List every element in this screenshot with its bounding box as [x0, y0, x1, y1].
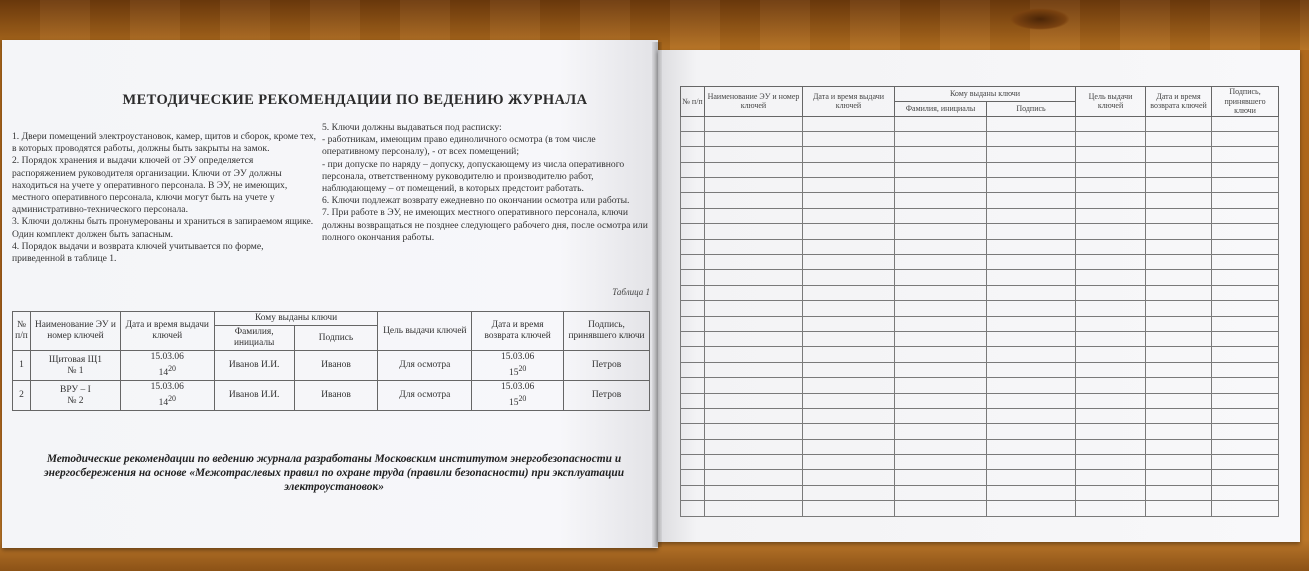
- journal-cell[interactable]: [1076, 485, 1146, 500]
- journal-cell[interactable]: [705, 316, 803, 331]
- journal-cell[interactable]: [987, 362, 1076, 377]
- journal-cell[interactable]: [705, 255, 803, 270]
- journal-cell[interactable]: [1212, 378, 1279, 393]
- journal-row[interactable]: [681, 131, 1279, 146]
- journal-cell[interactable]: [987, 408, 1076, 423]
- cell-name-text: Щитовая Щ1: [48, 354, 102, 365]
- header-date-issue: Дата и время выдачи ключей: [120, 312, 214, 351]
- journal-cell[interactable]: [681, 131, 705, 146]
- journal-cell[interactable]: [987, 501, 1076, 516]
- journal-cell[interactable]: [1146, 270, 1212, 285]
- journal-cell[interactable]: [987, 393, 1076, 408]
- journal-cell[interactable]: [803, 393, 895, 408]
- header-receiver-signature: Подпись, принявшего ключи: [564, 312, 650, 351]
- journal-cell[interactable]: [1212, 485, 1279, 500]
- table-row: [13, 381, 650, 411]
- journal-header-name: Наименование ЭУ и номер ключей: [705, 87, 803, 117]
- journal-cell[interactable]: [705, 208, 803, 223]
- journal-cell[interactable]: [1146, 424, 1212, 439]
- journal-cell[interactable]: [705, 470, 803, 485]
- journal-cell[interactable]: [987, 455, 1076, 470]
- journal-cell[interactable]: [705, 501, 803, 516]
- journal-cell[interactable]: [803, 131, 895, 146]
- journal-cell[interactable]: [1146, 455, 1212, 470]
- journal-cell[interactable]: [1076, 285, 1146, 300]
- journal-cell[interactable]: [705, 239, 803, 254]
- journal-header-receiver-signature: Подпись, принявшего ключи: [1212, 87, 1279, 117]
- journal-cell[interactable]: [803, 408, 895, 423]
- journal-cell[interactable]: [895, 362, 987, 377]
- journal-cell[interactable]: [1076, 147, 1146, 162]
- journal-cell[interactable]: [681, 378, 705, 393]
- journal-cell[interactable]: [895, 439, 987, 454]
- journal-cell[interactable]: [681, 208, 705, 223]
- journal-cell[interactable]: [705, 424, 803, 439]
- journal-cell[interactable]: [987, 347, 1076, 362]
- journal-cell[interactable]: [1076, 255, 1146, 270]
- journal-row[interactable]: [681, 162, 1279, 177]
- journal-cell[interactable]: [1212, 224, 1279, 239]
- journal-cell[interactable]: [1076, 131, 1146, 146]
- journal-cell[interactable]: [705, 270, 803, 285]
- journal-cell[interactable]: [1076, 501, 1146, 516]
- journal-cell[interactable]: [895, 224, 987, 239]
- journal-cell[interactable]: [803, 147, 895, 162]
- journal-keys-table: [680, 86, 1279, 517]
- journal-cell[interactable]: [705, 439, 803, 454]
- journal-cell[interactable]: [1212, 239, 1279, 254]
- journal-cell[interactable]: [705, 347, 803, 362]
- journal-cell[interactable]: [803, 316, 895, 331]
- journal-cell[interactable]: [705, 178, 803, 193]
- journal-row[interactable]: [681, 470, 1279, 485]
- journal-cell[interactable]: [705, 131, 803, 146]
- journal-cell[interactable]: [681, 255, 705, 270]
- journal-body: [681, 116, 1279, 516]
- cell-return-date: 15.03.06: [501, 352, 535, 362]
- journal-cell[interactable]: [705, 331, 803, 346]
- journal-cell[interactable]: [803, 439, 895, 454]
- journal-row[interactable]: [681, 208, 1279, 223]
- journal-cell[interactable]: [1146, 193, 1212, 208]
- journal-cell[interactable]: [681, 439, 705, 454]
- journal-cell[interactable]: [987, 285, 1076, 300]
- journal-cell[interactable]: [895, 501, 987, 516]
- journal-cell[interactable]: [705, 224, 803, 239]
- journal-cell[interactable]: [803, 224, 895, 239]
- cell-time: 14: [158, 368, 169, 379]
- cell-return-time: 15: [508, 398, 519, 409]
- journal-cell[interactable]: [705, 116, 803, 131]
- journal-row[interactable]: [681, 301, 1279, 316]
- journal-cell[interactable]: [987, 470, 1076, 485]
- wood-knot: [1010, 8, 1070, 30]
- journal-cell[interactable]: [1146, 147, 1212, 162]
- cell-return-minutes: 20: [518, 394, 527, 404]
- journal-cell[interactable]: [987, 301, 1076, 316]
- journal-cell[interactable]: [895, 208, 987, 223]
- journal-cell[interactable]: [681, 501, 705, 516]
- journal-cell[interactable]: [681, 455, 705, 470]
- cell-date: 15.03.06: [150, 382, 184, 393]
- journal-cell[interactable]: [1146, 316, 1212, 331]
- journal-cell[interactable]: [803, 485, 895, 500]
- journal-row[interactable]: [681, 455, 1279, 470]
- journal-cell[interactable]: [681, 485, 705, 500]
- cell-receiver: Петров: [564, 381, 650, 411]
- journal-cell[interactable]: [1212, 439, 1279, 454]
- journal-cell[interactable]: [1076, 439, 1146, 454]
- journal-cell[interactable]: [681, 316, 705, 331]
- journal-cell[interactable]: [987, 193, 1076, 208]
- journal-cell[interactable]: [803, 255, 895, 270]
- journal-cell[interactable]: [1212, 178, 1279, 193]
- cell-return-date: 15.03.06: [501, 382, 535, 393]
- journal-cell[interactable]: [681, 408, 705, 423]
- journal-cell[interactable]: [987, 485, 1076, 500]
- journal-cell[interactable]: [1076, 470, 1146, 485]
- journal-cell[interactable]: [681, 393, 705, 408]
- journal-cell[interactable]: [803, 424, 895, 439]
- journal-cell[interactable]: [681, 178, 705, 193]
- journal-cell[interactable]: [987, 331, 1076, 346]
- journal-cell[interactable]: [705, 162, 803, 177]
- journal-cell[interactable]: [987, 255, 1076, 270]
- journal-cell[interactable]: [705, 393, 803, 408]
- journal-cell[interactable]: [1076, 408, 1146, 423]
- cell-name: [30, 351, 120, 381]
- journal-cell[interactable]: [1212, 331, 1279, 346]
- journal-cell[interactable]: [803, 301, 895, 316]
- journal-row[interactable]: [681, 331, 1279, 346]
- journal-cell[interactable]: [803, 378, 895, 393]
- journal-cell[interactable]: [987, 147, 1076, 162]
- journal-cell[interactable]: [681, 147, 705, 162]
- journal-cell[interactable]: [803, 239, 895, 254]
- journal-cell[interactable]: [1146, 162, 1212, 177]
- journal-cell[interactable]: [1076, 301, 1146, 316]
- header-num: № п/п: [13, 312, 31, 351]
- cell-time-minutes: 20: [168, 394, 176, 404]
- journal-cell[interactable]: [1212, 301, 1279, 316]
- journal-row[interactable]: [681, 378, 1279, 393]
- journal-cell[interactable]: [803, 178, 895, 193]
- journal-cell[interactable]: [681, 116, 705, 131]
- journal-cell[interactable]: [803, 162, 895, 177]
- journal-cell[interactable]: [1076, 331, 1146, 346]
- journal-cell[interactable]: [1146, 255, 1212, 270]
- journal-cell[interactable]: [895, 147, 987, 162]
- header-signature: Подпись: [294, 326, 378, 351]
- journal-cell[interactable]: [895, 470, 987, 485]
- journal-cell[interactable]: [1076, 455, 1146, 470]
- journal-cell[interactable]: [705, 147, 803, 162]
- journal-cell[interactable]: [681, 239, 705, 254]
- journal-cell[interactable]: [895, 116, 987, 131]
- journal-cell[interactable]: [895, 193, 987, 208]
- journal-row[interactable]: [681, 424, 1279, 439]
- journal-cell[interactable]: [1076, 116, 1146, 131]
- journal-row[interactable]: [681, 193, 1279, 208]
- journal-cell[interactable]: [681, 331, 705, 346]
- journal-cell[interactable]: [987, 270, 1076, 285]
- journal-row[interactable]: [681, 485, 1279, 500]
- table-caption: Таблица 1: [612, 287, 650, 297]
- journal-cell[interactable]: [803, 501, 895, 516]
- journal-cell[interactable]: [1146, 331, 1212, 346]
- journal-cell[interactable]: [1076, 424, 1146, 439]
- journal-cell[interactable]: [987, 162, 1076, 177]
- journal-cell[interactable]: [681, 301, 705, 316]
- journal-cell[interactable]: [1212, 255, 1279, 270]
- journal-cell[interactable]: [895, 239, 987, 254]
- journal-cell[interactable]: [1076, 193, 1146, 208]
- journal-cell[interactable]: [1146, 485, 1212, 500]
- journal-cell[interactable]: [1076, 316, 1146, 331]
- journal-cell[interactable]: [987, 239, 1076, 254]
- cell-date: 15.03.06: [150, 352, 184, 362]
- journal-cell[interactable]: [1146, 470, 1212, 485]
- journal-cell[interactable]: [895, 316, 987, 331]
- journal-header-date-issue: Дата и время выдачи ключей: [803, 87, 895, 117]
- journal-cell[interactable]: [1212, 162, 1279, 177]
- journal-cell[interactable]: [1212, 501, 1279, 516]
- journal-cell[interactable]: [681, 347, 705, 362]
- journal-cell[interactable]: [1146, 224, 1212, 239]
- journal-cell[interactable]: [1146, 208, 1212, 223]
- journal-cell[interactable]: [1212, 116, 1279, 131]
- footer-note: Методические рекомендации по ведению журнала разработаны Московским институтом энергобезопасности и энергосбережения на основе «Межотраслевых правил по охране труда (правили безопасности) при эксплуатации электроустановок»: [43, 453, 625, 493]
- journal-cell[interactable]: [987, 116, 1076, 131]
- cell-date-return: [472, 351, 564, 381]
- header-date-return: Дата и время возврата ключей: [472, 312, 564, 351]
- cell-time-minutes: 20: [168, 364, 176, 373]
- journal-cell[interactable]: [895, 378, 987, 393]
- journal-row[interactable]: [681, 147, 1279, 162]
- journal-cell[interactable]: [1146, 378, 1212, 393]
- journal-cell[interactable]: [803, 208, 895, 223]
- cell-date-issue: [120, 351, 214, 381]
- journal-cell[interactable]: [1146, 285, 1212, 300]
- journal-header-date-return: Дата и время возврата ключей: [1146, 87, 1212, 117]
- journal-cell[interactable]: [1146, 362, 1212, 377]
- journal-cell[interactable]: [895, 301, 987, 316]
- journal-cell[interactable]: [803, 455, 895, 470]
- cell-num: 1: [13, 351, 31, 381]
- journal-cell[interactable]: [987, 208, 1076, 223]
- cell-signature: Иванов: [294, 351, 378, 381]
- journal-cell[interactable]: [681, 362, 705, 377]
- recommendations-column-2: 5. Ключи должны выдаваться под расписку: - работникам, имеющим право единоличного осмотра (в том числе оперативному персоналу), - от всех помещений; - при допуске по наряду – допуску, допускающему из числа оперативного персонала, ответственному руководителю и производителю работ, наблюдающему – от помещений, в которых предстоит работать. 6. Ключи подлежат возврату ежедневно по окончании осмотра или работы. 7. При работе в ЭУ, не имеющих местного оперативного персонала, ключи должны возвращаться не позднее следующего рабочего дня, после осмотра или полного окончания работы.: [322, 122, 648, 243]
- header-name: Наименование ЭУ и номер ключей: [30, 312, 120, 351]
- journal-row[interactable]: [681, 316, 1279, 331]
- journal-cell[interactable]: [1212, 362, 1279, 377]
- journal-header-surname: Фамилия, инициалы: [895, 101, 987, 116]
- journal-cell[interactable]: [705, 378, 803, 393]
- journal-cell[interactable]: [1076, 178, 1146, 193]
- cell-purpose: Для осмотра: [378, 381, 472, 411]
- journal-cell[interactable]: [987, 178, 1076, 193]
- journal-row[interactable]: [681, 501, 1279, 516]
- cell-name-text: ВРУ – I: [60, 384, 91, 395]
- journal-cell[interactable]: [681, 162, 705, 177]
- journal-cell[interactable]: [681, 224, 705, 239]
- cell-date-issue: [120, 381, 214, 411]
- journal-cell[interactable]: [705, 193, 803, 208]
- journal-cell[interactable]: [1076, 208, 1146, 223]
- journal-cell[interactable]: [681, 193, 705, 208]
- journal-row[interactable]: [681, 347, 1279, 362]
- journal-cell[interactable]: [895, 455, 987, 470]
- cell-time: 14: [158, 398, 169, 409]
- journal-cell[interactable]: [1146, 116, 1212, 131]
- journal-cell[interactable]: [1212, 270, 1279, 285]
- journal-row[interactable]: [681, 285, 1279, 300]
- journal-cell[interactable]: [803, 116, 895, 131]
- journal-cell[interactable]: [803, 270, 895, 285]
- cell-date-return: [472, 381, 564, 411]
- cell-name: [30, 381, 120, 411]
- journal-cell[interactable]: [803, 285, 895, 300]
- journal-cell[interactable]: [895, 255, 987, 270]
- journal-cell[interactable]: [1212, 347, 1279, 362]
- journal-cell[interactable]: [705, 301, 803, 316]
- journal-cell[interactable]: [987, 424, 1076, 439]
- header-issued-to: Кому выданы ключи: [214, 312, 378, 326]
- journal-cell[interactable]: [1146, 501, 1212, 516]
- journal-cell[interactable]: [895, 178, 987, 193]
- journal-cell[interactable]: [1212, 316, 1279, 331]
- journal-cell[interactable]: [1146, 301, 1212, 316]
- journal-header-issued-to: Кому выданы ключи: [895, 87, 1076, 102]
- journal-cell[interactable]: [1212, 285, 1279, 300]
- cell-return-time: 15: [508, 368, 519, 379]
- journal-cell[interactable]: [803, 193, 895, 208]
- journal-row[interactable]: [681, 224, 1279, 239]
- header-purpose: Цель выдачи ключей: [378, 312, 472, 351]
- journal-cell[interactable]: [895, 408, 987, 423]
- journal-cell[interactable]: [895, 131, 987, 146]
- journal-cell[interactable]: [803, 331, 895, 346]
- journal-cell[interactable]: [1146, 131, 1212, 146]
- journal-cell[interactable]: [1212, 131, 1279, 146]
- journal-header-num: № п/п: [681, 87, 705, 117]
- recommendations-column-1: 1. Двери помещений электроустановок, камер, щитов и сборок, кроме тех, в которых проводятся работы, должны быть закрыты на замок. 2. Порядок хранения и выдачи ключей от ЭУ определяется распоряжением руководителя организации. Ключи от ЭУ должны находиться на учете у оперативного персонала. В ЭУ, не имеющих, местного оперативного персонала, ключи могут быть на учете у административно-технического персонала. 3. Ключи должны быть пронумерованы и храниться в запираемом ящике. Один комплект должен быть запасным. 4. Порядок выдачи и возврата ключей учитывается по форме, приведенной в таблице 1.: [12, 131, 317, 265]
- journal-row[interactable]: [681, 439, 1279, 454]
- journal-cell[interactable]: [895, 485, 987, 500]
- sample-keys-table: [12, 311, 650, 411]
- journal-cell[interactable]: [681, 285, 705, 300]
- cell-signature: Иванов: [294, 381, 378, 411]
- journal-row[interactable]: [681, 408, 1279, 423]
- cell-receiver: Петров: [564, 351, 650, 381]
- journal-row[interactable]: [681, 393, 1279, 408]
- journal-cell[interactable]: [1076, 239, 1146, 254]
- journal-row[interactable]: [681, 239, 1279, 254]
- journal-cell[interactable]: [1212, 424, 1279, 439]
- journal-cell[interactable]: [1146, 347, 1212, 362]
- journal-row[interactable]: [681, 255, 1279, 270]
- journal-cell[interactable]: [705, 362, 803, 377]
- journal-cell[interactable]: [705, 485, 803, 500]
- journal-cell[interactable]: [803, 347, 895, 362]
- journal-cell[interactable]: [1076, 347, 1146, 362]
- journal-cell[interactable]: [1076, 162, 1146, 177]
- journal-cell[interactable]: [1146, 439, 1212, 454]
- journal-cell[interactable]: [1076, 378, 1146, 393]
- journal-row[interactable]: [681, 178, 1279, 193]
- cell-surname: Иванов И.И.: [214, 381, 294, 411]
- cell-surname: Иванов И.И.: [214, 351, 294, 381]
- journal-cell[interactable]: [1146, 239, 1212, 254]
- journal-cell[interactable]: [803, 362, 895, 377]
- cell-num: 2: [13, 381, 31, 411]
- journal-cell[interactable]: [681, 270, 705, 285]
- journal-cell[interactable]: [895, 393, 987, 408]
- journal-cell[interactable]: [895, 347, 987, 362]
- journal-cell[interactable]: [705, 285, 803, 300]
- journal-cell[interactable]: [895, 331, 987, 346]
- journal-row[interactable]: [681, 116, 1279, 131]
- journal-cell[interactable]: [895, 424, 987, 439]
- journal-row[interactable]: [681, 362, 1279, 377]
- journal-cell[interactable]: [987, 439, 1076, 454]
- journal-header-purpose: Цель выдачи ключей: [1076, 87, 1146, 117]
- journal-cell[interactable]: [705, 455, 803, 470]
- page-title: МЕТОДИЧЕСКИЕ РЕКОМЕНДАЦИИ ПО ВЕДЕНИЮ ЖУРНАЛА: [122, 92, 588, 108]
- journal-cell[interactable]: [895, 162, 987, 177]
- journal-cell[interactable]: [1212, 393, 1279, 408]
- journal-cell[interactable]: [987, 224, 1076, 239]
- journal-cell[interactable]: [1076, 270, 1146, 285]
- table-row: [13, 351, 650, 381]
- journal-cell[interactable]: [1212, 455, 1279, 470]
- journal-cell[interactable]: [895, 270, 987, 285]
- journal-cell[interactable]: [1076, 362, 1146, 377]
- journal-cell[interactable]: [1146, 178, 1212, 193]
- cell-return-minutes: 20: [518, 364, 527, 373]
- journal-cell[interactable]: [681, 470, 705, 485]
- journal-cell[interactable]: [1212, 193, 1279, 208]
- header-surname: Фамилия, инициалы: [214, 326, 294, 351]
- journal-cell[interactable]: [1146, 393, 1212, 408]
- journal-cell[interactable]: [705, 408, 803, 423]
- journal-cell[interactable]: [1076, 393, 1146, 408]
- journal-cell[interactable]: [1212, 470, 1279, 485]
- journal-cell[interactable]: [987, 378, 1076, 393]
- journal-cell[interactable]: [1076, 224, 1146, 239]
- cell-key-number: № 2: [67, 395, 84, 406]
- journal-cell[interactable]: [681, 424, 705, 439]
- journal-header-signature: Подпись: [987, 101, 1076, 116]
- journal-cell[interactable]: [1212, 208, 1279, 223]
- journal-cell[interactable]: [987, 316, 1076, 331]
- journal-cell[interactable]: [895, 285, 987, 300]
- journal-row[interactable]: [681, 270, 1279, 285]
- cell-purpose: Для осмотра: [378, 351, 472, 381]
- journal-cell[interactable]: [1212, 408, 1279, 423]
- journal-cell[interactable]: [803, 470, 895, 485]
- journal-cell[interactable]: [987, 131, 1076, 146]
- journal-cell[interactable]: [1212, 147, 1279, 162]
- cell-key-number: № 1: [67, 365, 84, 376]
- journal-cell[interactable]: [1146, 408, 1212, 423]
